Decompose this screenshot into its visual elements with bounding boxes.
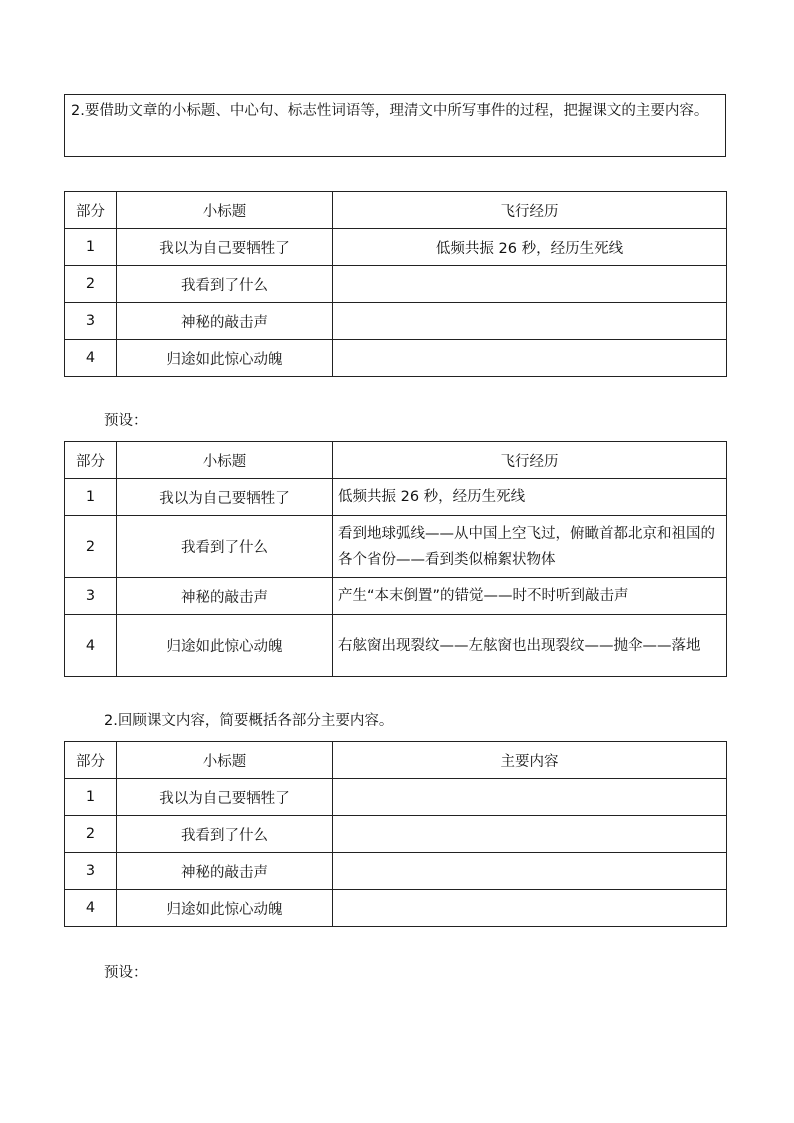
cell-part: 1 bbox=[65, 779, 117, 816]
table-header-row bbox=[65, 442, 727, 479]
cell-subtitle: 我以为自己要牺牲了 bbox=[117, 779, 333, 816]
cell-subtitle: 我看到了什么 bbox=[117, 816, 333, 853]
cell-main-content-blank[interactable] bbox=[333, 853, 727, 890]
cell-experience-blank[interactable] bbox=[333, 266, 727, 303]
cell-experience: 低频共振 26 秒，经历生死线 bbox=[333, 479, 727, 516]
table-row bbox=[65, 816, 727, 853]
cell-subtitle: 归途如此惊心动魄 bbox=[117, 615, 333, 677]
main-content-table bbox=[64, 741, 727, 927]
cell-experience: 低频共振 26 秒，经历生死线 bbox=[333, 229, 727, 266]
table-header-row bbox=[65, 192, 727, 229]
table-row bbox=[65, 266, 727, 303]
cell-subtitle: 神秘的敲击声 bbox=[117, 853, 333, 890]
cell-experience: 产生“本末倒置”的错觉——时不时听到敲击声 bbox=[333, 578, 727, 615]
table-row bbox=[65, 853, 727, 890]
cell-experience: 右舷窗出现裂纹——左舷窗也出现裂纹——抛伞——落地 bbox=[333, 615, 727, 677]
cell-subtitle: 我以为自己要牺牲了 bbox=[117, 479, 333, 516]
table-row bbox=[65, 890, 727, 927]
preset-label: 预设： bbox=[104, 965, 148, 981]
header-part: 部分 bbox=[65, 192, 117, 229]
cell-subtitle: 我看到了什么 bbox=[117, 266, 333, 303]
header-main-content: 主要内容 bbox=[333, 742, 727, 779]
table-row bbox=[65, 615, 727, 677]
cell-part: 4 bbox=[65, 615, 117, 677]
cell-part: 2 bbox=[65, 816, 117, 853]
header-subtitle: 小标题 bbox=[117, 742, 333, 779]
table-row bbox=[65, 340, 727, 377]
cell-subtitle: 我看到了什么 bbox=[117, 516, 333, 578]
cell-subtitle: 神秘的敲击声 bbox=[117, 303, 333, 340]
table-row bbox=[65, 303, 727, 340]
table-row bbox=[65, 779, 727, 816]
cell-subtitle: 归途如此惊心动魄 bbox=[117, 340, 333, 377]
cell-subtitle: 神秘的敲击声 bbox=[117, 578, 333, 615]
cell-main-content-blank[interactable] bbox=[333, 779, 727, 816]
cell-experience: 看到地球弧线——从中国上空飞过，俯瞰首都北京和祖国的各个省份——看到类似棉絮状物体 bbox=[333, 516, 727, 578]
cell-part: 3 bbox=[65, 303, 117, 340]
cell-part: 3 bbox=[65, 853, 117, 890]
cell-part: 3 bbox=[65, 578, 117, 615]
cell-part: 1 bbox=[65, 229, 117, 266]
header-subtitle: 小标题 bbox=[117, 442, 333, 479]
cell-subtitle: 我以为自己要牺牲了 bbox=[117, 229, 333, 266]
header-experience: 飞行经历 bbox=[333, 442, 727, 479]
cell-experience-blank[interactable] bbox=[333, 303, 727, 340]
header-part: 部分 bbox=[65, 442, 117, 479]
header-experience: 飞行经历 bbox=[333, 192, 727, 229]
preset-flight-experience-table bbox=[64, 441, 727, 677]
cell-part: 2 bbox=[65, 266, 117, 303]
cell-subtitle: 归途如此惊心动魄 bbox=[117, 890, 333, 927]
table-header-row bbox=[65, 742, 727, 779]
table-row bbox=[65, 578, 727, 615]
intro-text-box bbox=[64, 94, 726, 157]
intro-text: 2.要借助文章的小标题、中心句、标志性词语等，理清文中所写事件的过程，把握课文的主要内容。 bbox=[71, 103, 709, 119]
cell-experience-blank[interactable] bbox=[333, 340, 727, 377]
cell-part: 4 bbox=[65, 340, 117, 377]
flight-experience-table bbox=[64, 191, 727, 377]
cell-part: 4 bbox=[65, 890, 117, 927]
header-part: 部分 bbox=[65, 742, 117, 779]
header-subtitle: 小标题 bbox=[117, 192, 333, 229]
preset-label: 预设： bbox=[104, 413, 148, 429]
task-instruction: 2.回顾课文内容，简要概括各部分主要内容。 bbox=[104, 713, 394, 729]
table-row bbox=[65, 479, 727, 516]
cell-main-content-blank[interactable] bbox=[333, 890, 727, 927]
cell-main-content-blank[interactable] bbox=[333, 816, 727, 853]
table-row bbox=[65, 516, 727, 578]
cell-part: 1 bbox=[65, 479, 117, 516]
cell-part: 2 bbox=[65, 516, 117, 578]
table-row bbox=[65, 229, 727, 266]
